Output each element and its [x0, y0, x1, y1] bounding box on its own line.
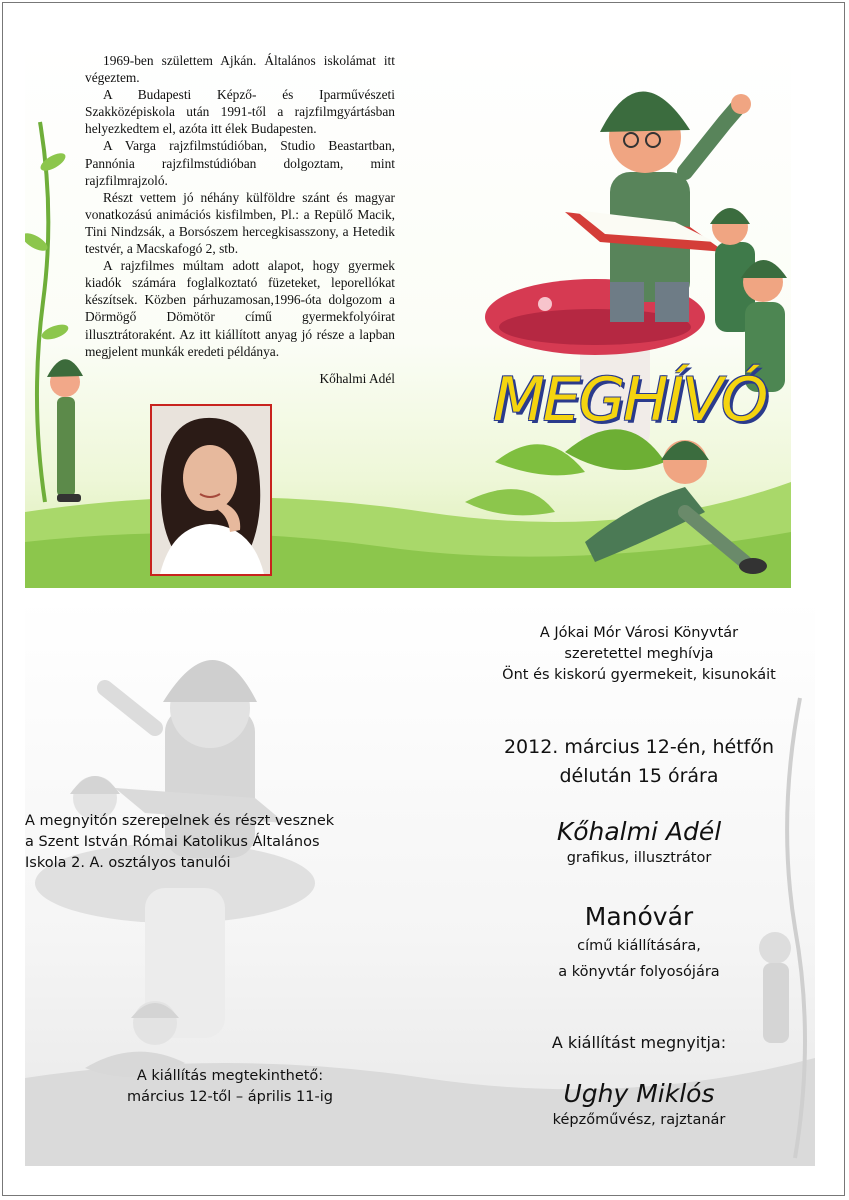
host-block: [455, 623, 815, 686]
invitation-title: MEGHÍVÓ: [493, 365, 767, 435]
bio-signature: Kőhalmi Adél: [319, 370, 395, 386]
exhibition-block: [455, 901, 815, 985]
bio-paragraph: A Budapesti Képző- és Iparművészeti Szakközépiskola után 1991-től a rajzfilmgyártásban helyezkedtem el, azóta itt élek Budapesten.: [85, 87, 395, 137]
artist-name: Kőhalmi Adél: [556, 817, 722, 846]
viewing-block: [80, 1066, 380, 1108]
bio-paragraph: 1969-ben születtem Ajkán. Általános iskolámat itt végeztem.: [85, 53, 395, 86]
viewing-line: A kiállítás megtekinthető:: [136, 1068, 324, 1084]
viewing-dates: március 12-től – április 11-ig: [127, 1089, 333, 1105]
opener-role: képzőművész, rajztanár: [552, 1112, 726, 1128]
date-block: [455, 733, 815, 791]
participants-line: a Szent István Római Katolikus Általános: [25, 834, 320, 850]
small-elf-left: [47, 359, 83, 502]
invitation-panel: [25, 598, 815, 1166]
opener-label: A kiállítást megnyitja:: [551, 1033, 727, 1052]
opener-block: [455, 1078, 815, 1131]
exhibition-desc: című kiállítására,: [577, 938, 701, 954]
participants-line: Iskola 2. A. osztályos tanulói: [25, 855, 231, 871]
opener-name: Ughy Miklós: [563, 1079, 715, 1108]
host-line: Önt és kiskorú gyermekeit, kisunokáit: [502, 667, 776, 683]
artist-block: [455, 816, 815, 869]
bio-paragraph: Részt vettem jó néhány külföldre szánt és magyar vonatkozású animációs kisfilmben, Pl.: a Repülő Macik, Tini Nindzsák, a Borsószem hercegkisasszony, a Hetedik testvér, a Macskafogó 2, stb.: [85, 189, 395, 257]
exhibition-desc: a könyvtár folyosójára: [558, 964, 720, 980]
host-line: szeretettel meghívja: [564, 646, 714, 662]
cover-panel: [25, 42, 791, 588]
participants-line: A megnyitón szerepelnek és részt vesznek: [25, 813, 335, 829]
participants-block: [25, 811, 425, 874]
artist-photo: [150, 404, 272, 576]
bio-paragraph: A rajzfilmes múltam adott alapot, hogy gyermek kiadók számára foglalkoztató füzeteket, leporellókat készítsek. Közben párhuzamosan,1996-óta dolgozom a Dörmögő Dömötör című gyermekfolyóirat illusztrátoraként. Az itt kiállított anyag jó része a lapban megjelent munkák eredeti példánya.: [85, 258, 395, 359]
host-line: A Jókai Mór Városi Könyvtár: [539, 625, 739, 641]
bio-paragraph: A Varga rajzfilmstúdióban, Studio Beastartban, Pannónia rajzfilmstúdióban dolgoztam, mint rajzfilmrajzoló.: [85, 138, 395, 188]
artist-biography: [85, 52, 395, 387]
portrait-image: [152, 406, 270, 574]
date-line: 2012. március 12-én, hétfőn: [503, 736, 775, 758]
artist-role: grafikus, illusztrátor: [566, 850, 712, 866]
time-line: délután 15 órára: [559, 765, 719, 787]
exhibition-title: Manóvár: [584, 902, 694, 931]
